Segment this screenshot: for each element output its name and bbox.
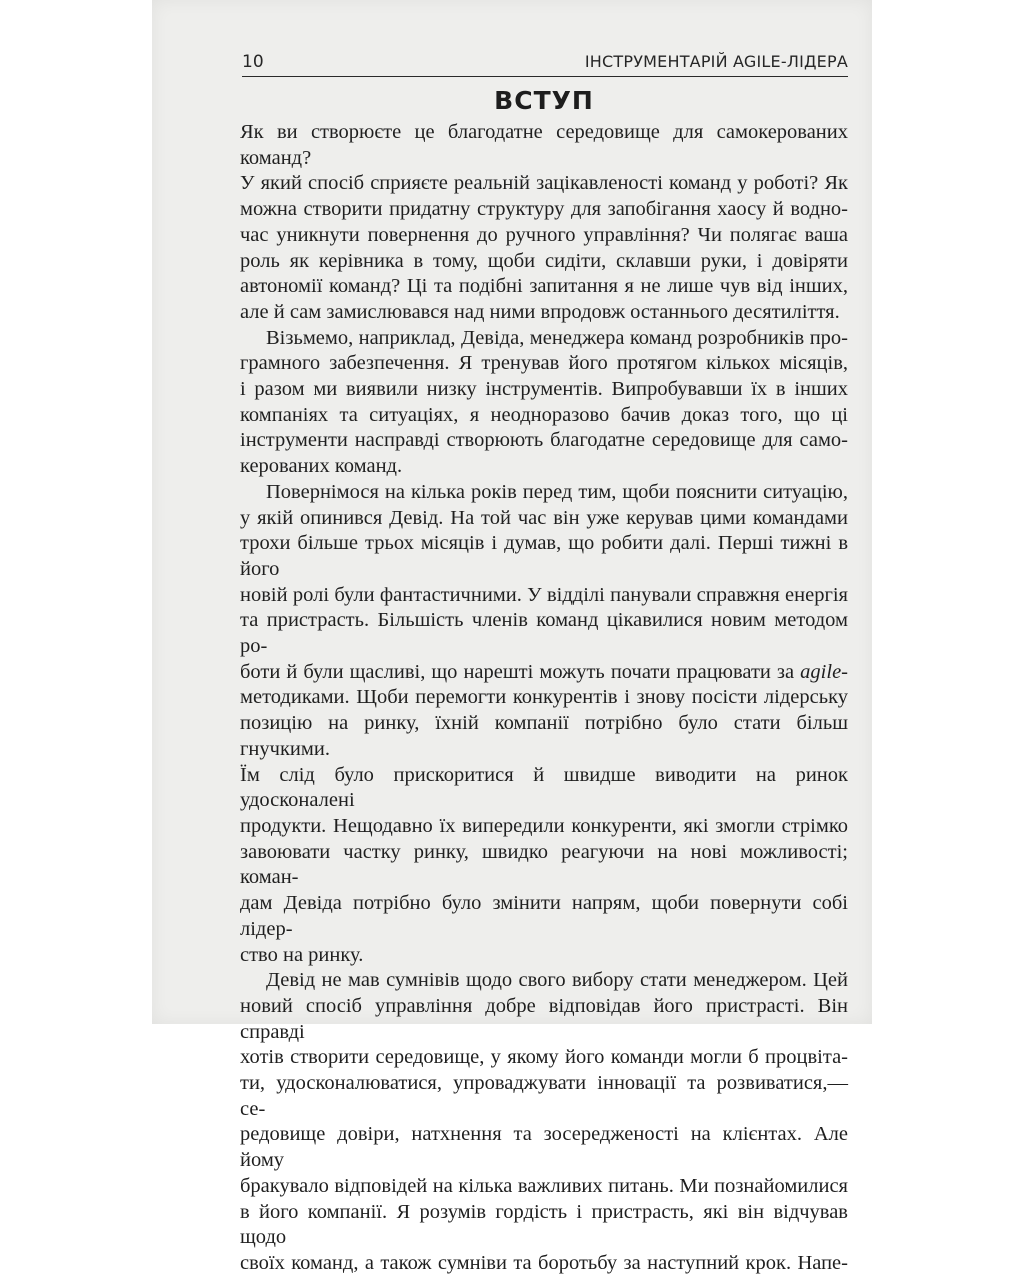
text-line: але й сам замислювався над ними впродовж останнього десятиліття. <box>240 300 840 323</box>
running-header <box>242 50 848 77</box>
text-line: дам Девіда потрібно було змінити напрям, щоби повернути собі лідер- <box>240 892 848 940</box>
text-line: Як ви створюєте це благодатне середовище для самокерованих команд? <box>240 121 848 169</box>
text-line: у якій опинився Девід. На той час він уже керував цими командами <box>240 506 848 529</box>
book-page <box>152 0 872 1274</box>
text-line: ство на ринку. <box>240 943 364 966</box>
paragraph-3 <box>240 480 848 968</box>
text-line: Візьмемо, наприклад, Девіда, менеджера команд розробників про- <box>266 326 848 349</box>
paragraph-1 <box>240 120 848 326</box>
text-line: та пристрасть. Більшість членів команд цікавилися новим методом ро- <box>240 609 848 658</box>
running-book-title: ІНСТРУМЕНТАРІЙ AGILE-ЛІДЕРА <box>584 52 848 71</box>
text-line: своїх команд, а також сумніви та боротьбу за наступний крок. Напе- <box>240 1251 848 1274</box>
italic-term: agile <box>800 660 842 683</box>
text-line: позицію на ринку, їхній компанії потрібно було стати більш гнучкими. <box>240 712 848 760</box>
text-line: автономії команд? Ці та подібні запитання я не лише чув від інших, <box>240 275 848 298</box>
chapter-title: ВСТУП <box>494 86 594 115</box>
text-line: керованих команд. <box>240 455 403 478</box>
text-line: Їм слід було прискоритися й швидше виводити на ринок удосконалені <box>240 763 848 812</box>
text-line: Девід не мав сумнівів щодо свого вибору стати менеджером. Цей <box>266 969 848 992</box>
text-line: можна створити придатну структуру для запобігання хаосу й водно- <box>240 198 848 221</box>
text-line: компаніях та ситуаціях, я неодноразово бачив доказ того, що ці <box>240 403 848 426</box>
text-line: роль як керівника в тому, щоби сидіти, склавши руки, і довіряти <box>240 249 848 272</box>
text-line: новій ролі були фантастичними. У відділі панували справжня енергія <box>240 583 848 606</box>
text-line: Повернімося на кілька років перед тим, щоби пояснити ситуацію, <box>266 480 848 503</box>
text-line: хотів створити середовище, у якому його команди могли б процвіта- <box>240 1046 848 1069</box>
text-line: час уникнути повернення до ручного управління? Чи полягає ваша <box>240 223 848 246</box>
text-line: методиками. Щоби перемогти конкурентів і знову посісти лідерську <box>240 686 848 709</box>
text-line: У який спосіб сприяєте реальній зацікавленості команд у роботі? Як <box>240 172 848 195</box>
paragraph-2 <box>240 326 848 480</box>
text-line: і разом ми виявили низку інструментів. Випробувавши їх в інших <box>240 378 848 401</box>
text-line: грамного забезпечення. Я тренував його протягом кількох місяців, <box>240 352 848 375</box>
text-line: редовище довіри, натхнення та зосередженості на клієнтах. Але йому <box>240 1123 848 1172</box>
text-line: продукти. Нещодавно їх випередили конкуренти, які змогли стрімко <box>240 814 848 837</box>
paragraph-4 <box>240 968 848 1276</box>
text-line: боти й були щасливі, що нарешті можуть почати працювати за agile- <box>240 660 848 683</box>
page-number: 10 <box>242 52 264 72</box>
text-line: в його компанії. Я розумів гордість і пристрасть, які він відчував щодо <box>240 1200 848 1249</box>
text-line: трохи більше трьох місяців і думав, що робити далі. Перші тижні в його <box>240 532 848 580</box>
text-line: бракувало відповідей на кілька важливих питань. Ми познайомилися <box>240 1174 848 1197</box>
text-line: ти, удосконалюватися, упроваджувати інновації та розвиватися,— се- <box>240 1072 848 1120</box>
body-text <box>240 120 848 1277</box>
text-line: новий спосіб управління добре відповідав його пристрасті. Він справді <box>240 994 848 1043</box>
text-line: інструменти насправді створюють благодатне середовище для само- <box>240 429 848 452</box>
text-line: завоювати частку ринку, швидко реагуючи на нові можливості; коман- <box>240 840 848 889</box>
